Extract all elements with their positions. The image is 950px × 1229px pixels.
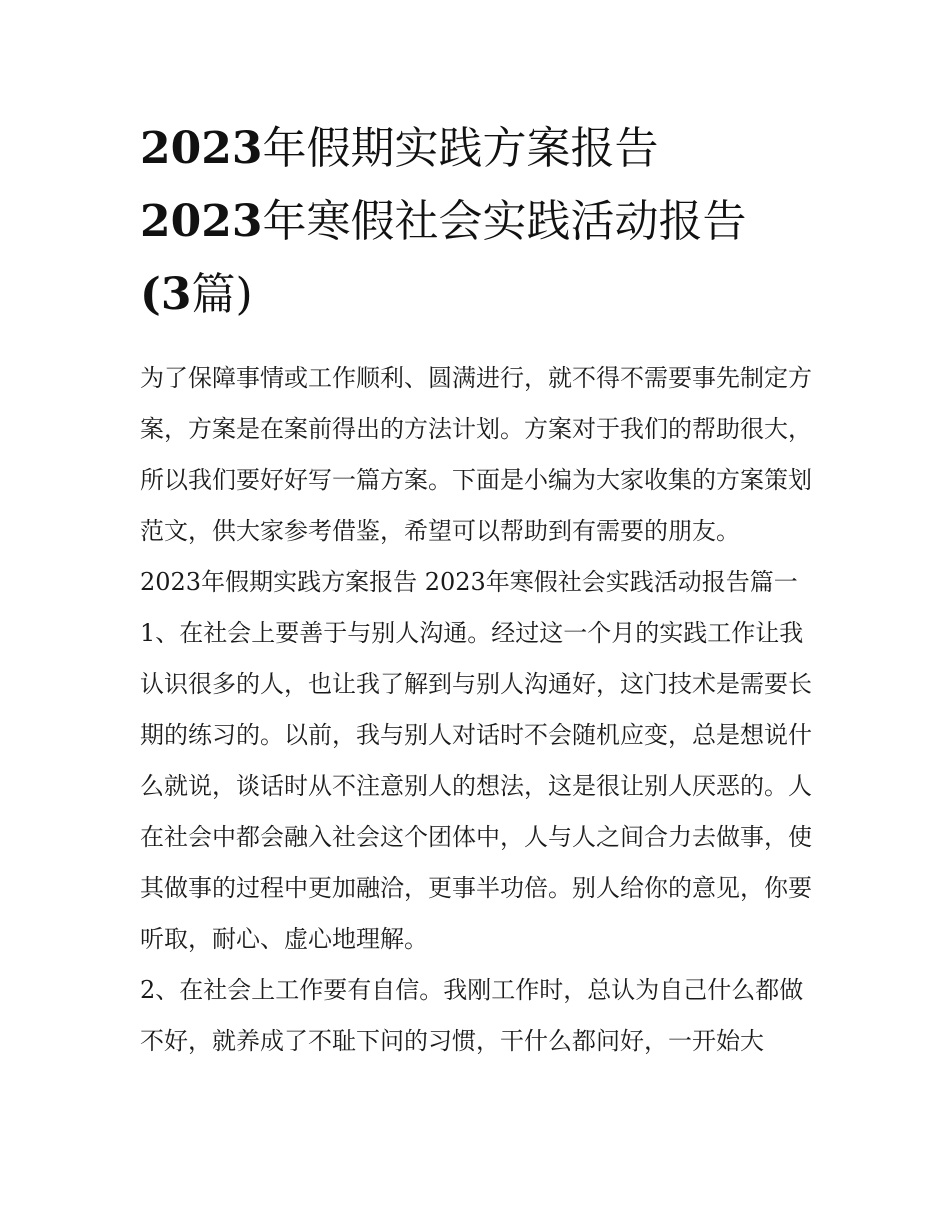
title-line3-open: ( xyxy=(140,269,161,320)
point-1-paragraph: 1、在社会上要善于与别人沟通。经过这一个月的实践工作让我认识很多的人，也让我了解到与别人沟通好，这门技术是需要长期的练习的。以前，我与别人对话时不会随机应变，总是想说什么就说，谈话时从不注意别人的想法，这是很让别人厌恶的。人在社会中都会融入社会这个团体中，人与人之间合力去做事，使其做事的过程中更加融洽，更事半功倍。别人给你的意见，你要听取，耐心、虚心地理解。 xyxy=(140,619,812,953)
title-line1-text: 年假期实践方案报告 xyxy=(262,123,659,174)
title-line3-text: 篇) xyxy=(191,269,253,320)
intro-paragraph: 为了保障事情或工作顺利、圆满进行，就不得不需要事先制定方案，方案是在案前得出的方法计划。方案对于我们的帮助很大，所以我们要好好写一篇方案。下面是小编为大家收集的方案策划范文，供大家参考借鉴，希望可以帮助到有需要的朋友。 xyxy=(140,364,812,545)
section-heading: 2023年假期实践方案报告 2023年寒假社会实践活动报告篇一 xyxy=(140,568,798,596)
title-line2-text: 年寒假社会实践活动报告 xyxy=(262,196,747,247)
title-line1-year: 2023 xyxy=(140,123,263,174)
title-line3-num: 3 xyxy=(160,269,192,320)
title-line2-year: 2023 xyxy=(140,196,263,247)
document-title xyxy=(140,112,830,331)
document-body xyxy=(140,353,820,1067)
point-2-paragraph: 2、在社会上工作要有自信。我刚工作时，总认为自己什么都做不好，就养成了不耻下问的习惯，干什么都问好，一开始大 xyxy=(140,976,804,1055)
